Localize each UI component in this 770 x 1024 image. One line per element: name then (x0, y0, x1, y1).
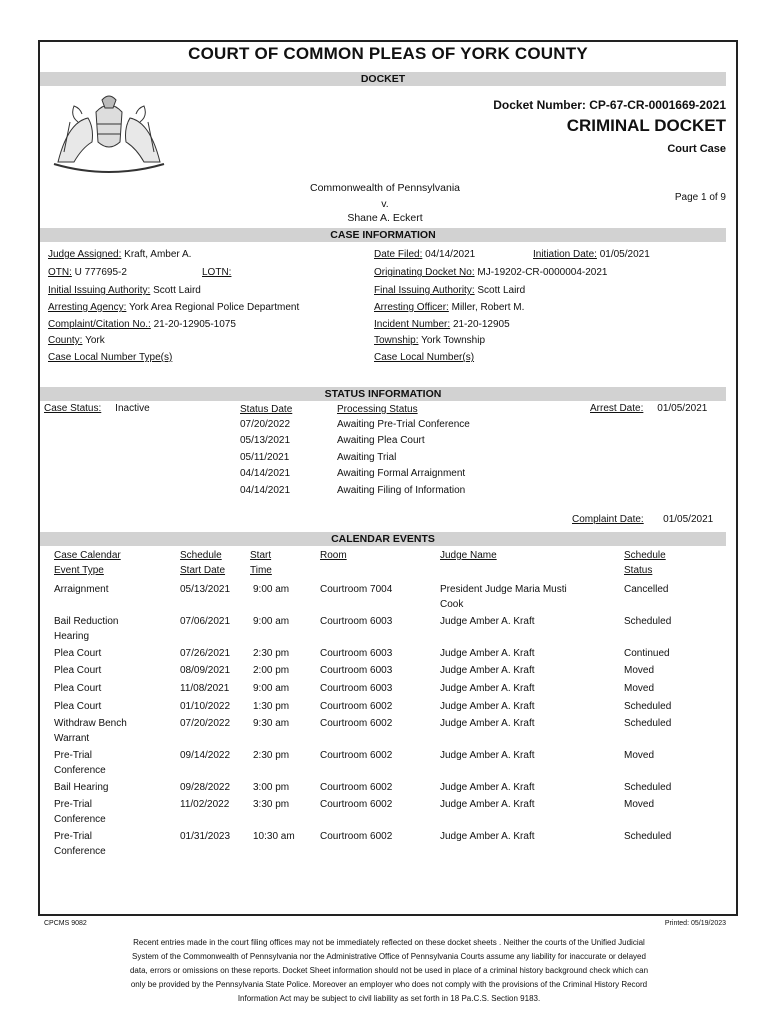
calendar-event: Withdraw Bench (54, 718, 127, 729)
calendar-status: Scheduled (624, 782, 672, 793)
calendar-judge: Judge Amber A. Kraft (440, 683, 535, 694)
calendar-date: 09/14/2022 (180, 750, 231, 761)
calendar-date: 11/08/2021 (180, 683, 230, 694)
header-event-type: Case Calendar (54, 550, 121, 561)
calendar-time: 2:30 pm (253, 648, 290, 659)
case-status: Case Status: Inactive (44, 403, 150, 414)
form-id: CPCMS 9082 (44, 920, 87, 927)
lotn: LOTN: (202, 267, 232, 278)
case-local-number-type: Case Local Number Type(s) (48, 352, 173, 363)
calendar-time: 9:00 am (253, 616, 290, 627)
originating-docket: Originating Docket No: MJ-19202-CR-0000004-2021 (374, 267, 608, 278)
calendar-room: Courtroom 6002 (320, 782, 393, 793)
case-local-numbers: Case Local Number(s) (374, 352, 475, 363)
calendar-event: Plea Court (54, 648, 102, 659)
criminal-docket-title: CRIMINAL DOCKET (566, 116, 726, 135)
calendar-date: 01/31/2023 (180, 831, 231, 842)
calendar-status: Scheduled (624, 616, 672, 627)
calendar-judge-cont: Cook (440, 599, 464, 610)
calendar-room: Courtroom 6002 (320, 701, 393, 712)
status-date: 05/11/2021 (240, 452, 290, 463)
calendar-event: Plea Court (54, 665, 102, 676)
calendar-status: Moved (624, 665, 655, 676)
calendar-date: 07/20/2022 (180, 718, 231, 729)
processing-status: Awaiting Filing of Information (337, 485, 466, 496)
calendar-event: Pre-Trial (54, 831, 92, 842)
page-number: Page 1 of 9 (674, 192, 726, 203)
calendar-room: Courtroom 6003 (320, 683, 393, 694)
calendar-judge: Judge Amber A. Kraft (440, 616, 535, 627)
header-event-type: Event Type (54, 565, 104, 576)
processing-status: Awaiting Formal Arraignment (337, 468, 466, 479)
calendar-room: Courtroom 6002 (320, 750, 393, 761)
calendar-judge: President Judge Maria Musti (440, 584, 567, 595)
final-issuing-authority: Final Issuing Authority: Scott Laird (374, 285, 526, 296)
otn: OTN: U 777695-2 (48, 267, 127, 278)
processing-status: Awaiting Trial (337, 452, 397, 463)
county: County: York (48, 335, 105, 346)
docket-bar: DOCKET (40, 72, 726, 86)
caption-plaintiff: Commonwealth of Pennsylvania (310, 182, 460, 194)
calendar-status: Scheduled (624, 831, 672, 842)
disclaimer: Recent entries made in the court filing offices may not be immediately reflected on these docket sheets . Neither the courts of the Unified Judicial System of the Commonwealth of Pennsylvania nor the Administrative Office of Pennsylvania Courts assume any liability for inaccurate or delayed data, errors or omissions on these reports. Docket Sheet information should not be used in place of a criminal history background check which can only be provided by the Pennsylvania State Police. Moreover an employer who does not comply with the provisions of the Criminal History Record Information Act may be subject to civil liability as set forth in 18 Pa.C.S. Section 9183. (129, 938, 649, 1003)
header-room: Room (320, 550, 347, 561)
processing-status: Awaiting Plea Court (337, 435, 425, 446)
calendar-event: Plea Court (54, 701, 102, 712)
calendar-date: 07/06/2021 (180, 616, 231, 627)
status-date: 05/13/2021 (240, 435, 291, 446)
calendar-time: 2:00 pm (253, 665, 290, 676)
status-date: 04/14/2021 (240, 468, 291, 479)
arresting-officer: Arresting Officer: Miller, Robert M. (374, 302, 525, 313)
calendar-date: 05/13/2021 (180, 584, 231, 595)
calendar-event: Bail Hearing (54, 782, 109, 793)
calendar-status: Moved (624, 799, 655, 810)
judge-assigned: Judge Assigned: Kraft, Amber A. (48, 249, 192, 260)
calendar-date: 11/02/2022 (180, 799, 230, 810)
arresting-agency: Arresting Agency: York Area Regional Police Department (48, 302, 300, 313)
initiation-date: Initiation Date: 01/05/2021 (533, 249, 650, 260)
court-title: COURT OF COMMON PLEAS OF YORK COUNTY (188, 44, 588, 63)
calendar-event: Pre-Trial (54, 750, 92, 761)
processing-status-header: Processing Status (337, 404, 418, 415)
header-judge: Judge Name (440, 550, 497, 561)
calendar-status: Cancelled (624, 584, 669, 595)
calendar-judge: Judge Amber A. Kraft (440, 831, 535, 842)
header-schedule-status: Status (624, 565, 653, 576)
calendar-status: Moved (624, 683, 655, 694)
calendar-judge: Judge Amber A. Kraft (440, 718, 535, 729)
calendar-date: 01/10/2022 (180, 701, 231, 712)
complaint-citation: Complaint/Citation No.: 21-20-12905-1075 (48, 319, 236, 330)
calendar-event-cont: Warrant (54, 733, 90, 744)
status-information-bar: STATUS INFORMATION (40, 387, 726, 401)
complaint-date: Complaint Date: 01/05/2021 (572, 514, 714, 525)
calendar-time: 3:30 pm (253, 799, 290, 810)
calendar-judge: Judge Amber A. Kraft (440, 648, 535, 659)
status-date: 04/14/2021 (240, 485, 291, 496)
docket-number: Docket Number: CP-67-CR-0001669-2021 (493, 98, 726, 112)
calendar-event-cont: Conference (54, 814, 106, 825)
calendar-date: 07/26/2021 (180, 648, 231, 659)
printed-date: Printed: 05/19/2023 (664, 920, 726, 927)
calendar-time: 10:30 am (253, 831, 295, 842)
calendar-room: Courtroom 6002 (320, 718, 393, 729)
calendar-time: 2:30 pm (253, 750, 290, 761)
date-filed: Date Filed: 04/14/2021 (374, 249, 476, 260)
calendar-judge: Judge Amber A. Kraft (440, 701, 535, 712)
calendar-event-cont: Hearing (54, 631, 90, 642)
case-information-bar: CASE INFORMATION (40, 228, 726, 242)
calendar-status: Continued (624, 648, 670, 659)
calendar-status: Moved (624, 750, 655, 761)
calendar-time: 9:30 am (253, 718, 290, 729)
calendar-room: Courtroom 7004 (320, 584, 393, 595)
calendar-event: Plea Court (54, 683, 102, 694)
arrest-date: Arrest Date: 01/05/2021 (590, 403, 708, 414)
calendar-event: Pre-Trial (54, 799, 92, 810)
calendar-room: Courtroom 6002 (320, 799, 393, 810)
caption-defendant: Shane A. Eckert (347, 212, 423, 224)
calendar-time: 9:00 am (253, 683, 290, 694)
calendar-judge: Judge Amber A. Kraft (440, 782, 535, 793)
calendar-time: 9:00 am (253, 584, 290, 595)
header-start-time: Start (250, 550, 272, 561)
calendar-room: Courtroom 6003 (320, 616, 393, 627)
calendar-room: Courtroom 6003 (320, 648, 393, 659)
calendar-status: Scheduled (624, 701, 672, 712)
incident-number: Incident Number: 21-20-12905 (374, 319, 510, 330)
township: Township: York Township (374, 335, 486, 346)
status-date: 07/20/2022 (240, 419, 291, 430)
calendar-room: Courtroom 6002 (320, 831, 393, 842)
calendar-event-cont: Conference (54, 765, 106, 776)
status-date-header: Status Date (240, 404, 293, 415)
calendar-date: 08/09/2021 (180, 665, 231, 676)
calendar-time: 3:00 pm (253, 782, 290, 793)
calendar-events-bar: CALENDAR EVENTS (40, 532, 726, 546)
calendar-time: 1:30 pm (253, 701, 290, 712)
pennsylvania-seal-icon (48, 92, 170, 176)
calendar-room: Courtroom 6003 (320, 665, 393, 676)
caption-versus: v. (381, 198, 389, 210)
calendar-event-cont: Conference (54, 846, 106, 857)
calendar-judge: Judge Amber A. Kraft (440, 799, 535, 810)
calendar-judge: Judge Amber A. Kraft (440, 665, 535, 676)
court-case-label: Court Case (667, 143, 726, 155)
calendar-event: Bail Reduction (54, 616, 119, 627)
header-schedule-status: Schedule (624, 550, 666, 561)
calendar-judge: Judge Amber A. Kraft (440, 750, 535, 761)
header-start-time: Time (250, 565, 272, 576)
header-start-date: Schedule (180, 550, 222, 561)
header-start-date: Start Date (180, 565, 226, 576)
initial-issuing-authority: Initial Issuing Authority: Scott Laird (48, 285, 201, 296)
calendar-status: Scheduled (624, 718, 672, 729)
calendar-event: Arraignment (54, 584, 109, 595)
processing-status: Awaiting Pre-Trial Conference (337, 419, 470, 430)
calendar-date: 09/28/2022 (180, 782, 231, 793)
